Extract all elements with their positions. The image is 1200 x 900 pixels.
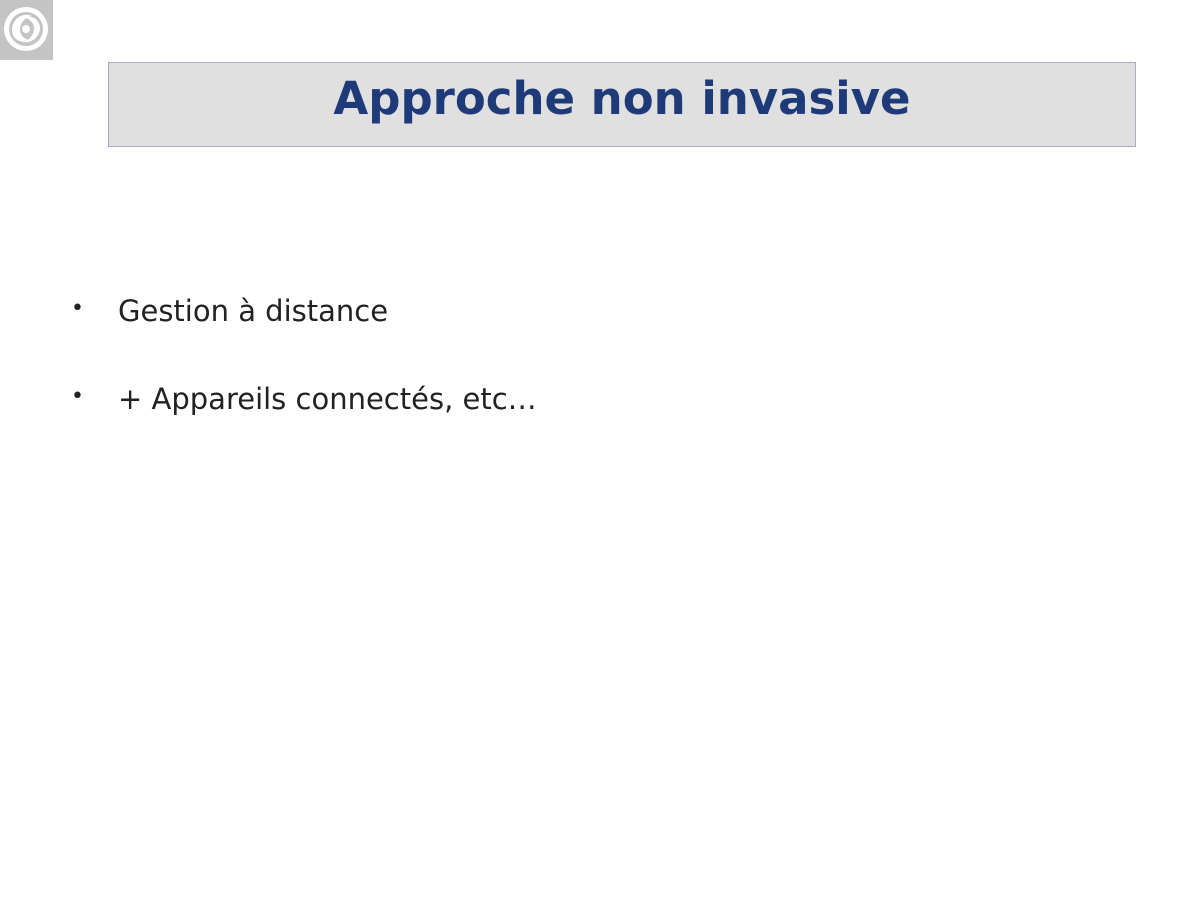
bullet-icon: • <box>71 296 84 321</box>
title-bar <box>108 62 1136 147</box>
slide-title: Approche non invasive <box>333 71 911 125</box>
logo <box>0 0 53 60</box>
bullet-list <box>0 290 1200 466</box>
bullet-item <box>0 378 1200 466</box>
bullet-text: Gestion à distance <box>118 294 389 328</box>
swirl-logo-icon <box>0 0 53 60</box>
bullet-text: + Appareils connectés, etc… <box>118 382 537 416</box>
bullet-item <box>0 290 1200 378</box>
bullet-icon: • <box>71 384 84 409</box>
